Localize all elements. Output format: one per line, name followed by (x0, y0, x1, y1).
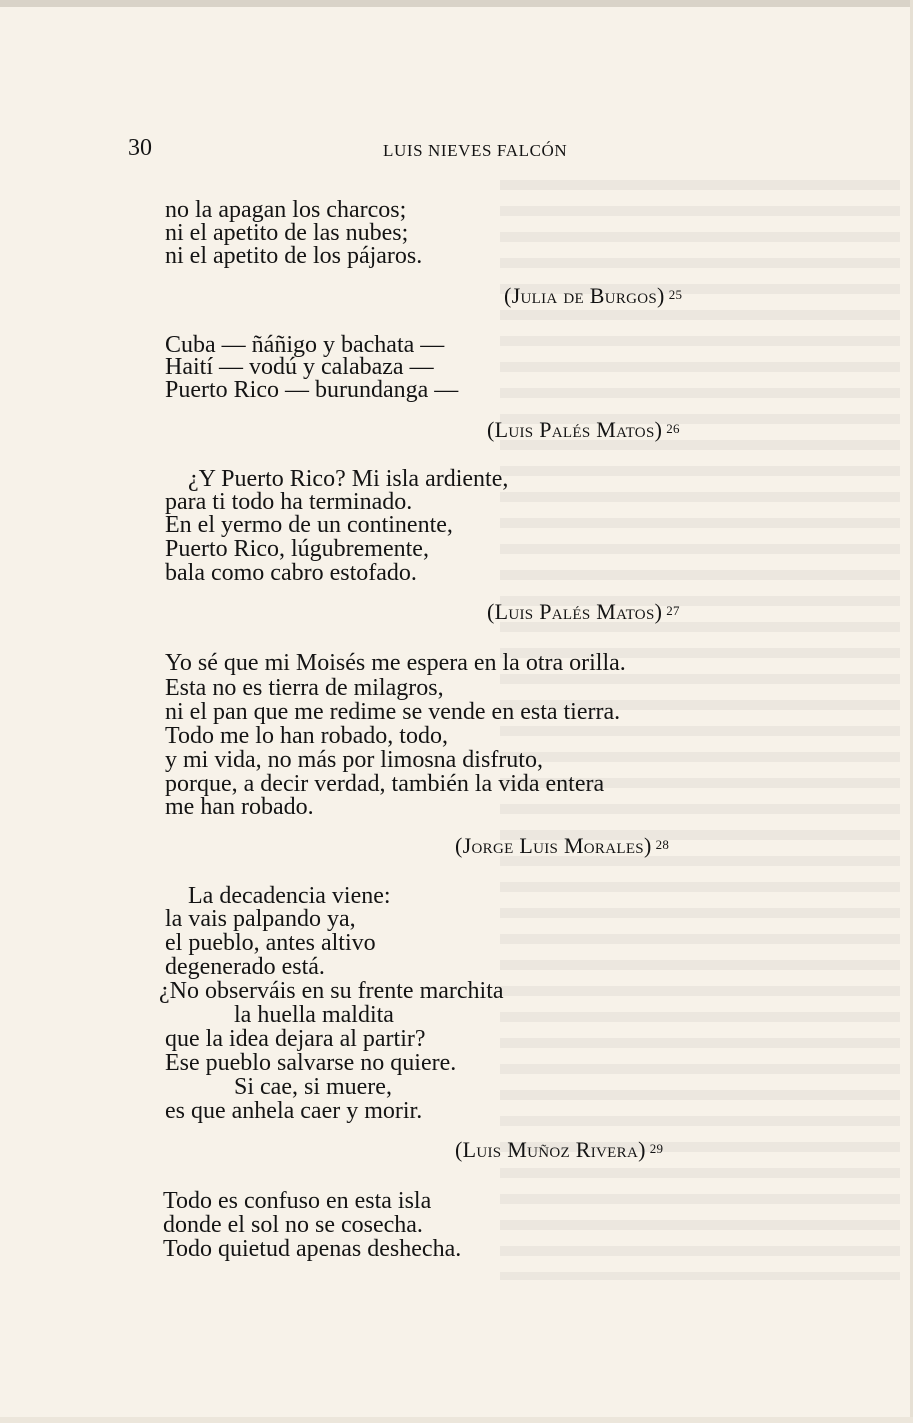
attribution-open-paren: ( (504, 283, 512, 308)
attribution-2 (487, 418, 680, 445)
attribution-author: Julia de Burgos (511, 283, 658, 308)
verse-line: Todo quietud apenas deshecha. (163, 1236, 462, 1262)
verse-line: Esta no es tierra de milagros, (165, 675, 444, 701)
verse-line: La decadencia viene: (188, 883, 391, 909)
verse-line: no la apagan los charcos; (165, 197, 407, 223)
verse-line: Todo es confuso en esta isla (163, 1188, 432, 1214)
verse-line: Puerto Rico — burundanga — (165, 377, 459, 403)
verse-line: Si cae, si muere, (234, 1074, 392, 1100)
verse-line: Todo me lo han robado, todo, (165, 723, 448, 749)
attribution-5 (455, 1138, 663, 1165)
verse-line: es que anhela caer y morir. (165, 1098, 423, 1124)
verse-line: degenerado está. (165, 954, 325, 980)
attribution-open-paren: ( (455, 833, 463, 858)
verse-line: la vais palpando ya, (165, 906, 356, 932)
attribution-close-paren: ) (657, 283, 665, 308)
attribution-3 (487, 600, 680, 627)
attribution-close-paren: ) (654, 417, 663, 442)
attribution-author: Luis Palés Matos (494, 417, 655, 442)
attribution-author: Luis Muñoz Rivera (462, 1137, 639, 1162)
verse-line: ¿No observáis en su frente marchita (159, 978, 504, 1004)
attribution-4 (455, 834, 669, 861)
footnote-marker: 25 (668, 287, 683, 302)
attribution-close-paren: ) (638, 1137, 646, 1162)
verse-line: ¿Y Puerto Rico? Mi isla ardiente, (188, 466, 509, 492)
page-top-edge (0, 0, 913, 7)
footnote-marker: 26 (666, 421, 680, 436)
page-number: 30 (128, 135, 152, 161)
verse-line: ni el apetito de las nubes; (165, 220, 409, 246)
footnote-marker: 27 (666, 603, 680, 618)
verse-line: Haití — vodú y calabaza — (165, 354, 434, 380)
footnote-marker: 28 (655, 837, 670, 852)
attribution-open-paren: ( (487, 417, 495, 442)
attribution-open-paren: ( (455, 1137, 463, 1162)
attribution-close-paren: ) (643, 833, 652, 858)
attribution-open-paren: ( (487, 599, 495, 624)
verse-line: Cuba — ñáñigo y bachata — (165, 332, 445, 358)
verse-line: ni el apetito de los pájaros. (165, 243, 423, 269)
verse-line: bala como cabro estofado. (165, 560, 417, 586)
verse-line: que la idea dejara al partir? (165, 1026, 426, 1052)
verse-line: donde el sol no se cosecha. (163, 1212, 423, 1238)
attribution-close-paren: ) (654, 599, 663, 624)
verse-line: Puerto Rico, lúgubremente, (165, 536, 429, 562)
verse-line: ni el pan que me redime se vende en esta tierra. (165, 699, 621, 725)
verse-line: En el yermo de un continente, (165, 512, 453, 538)
verse-line: el pueblo, antes altivo (165, 930, 376, 956)
verse-line: para ti todo ha terminado. (165, 489, 413, 515)
verse-line: la huella maldita (234, 1002, 394, 1028)
verse-line: me han robado. (165, 794, 314, 820)
verse-line: y mi vida, no más por limosna disfruto, (165, 747, 543, 773)
bleed-through-shadow (500, 180, 900, 1280)
attribution-1 (504, 284, 682, 311)
page-bottom-edge (0, 1417, 913, 1423)
attribution-author: Luis Palés Matos (494, 599, 655, 624)
footnote-marker: 29 (649, 1141, 664, 1156)
verse-line: Ese pueblo salvarse no quiere. (165, 1050, 457, 1076)
running-head: LUIS NIEVES FALCÓN (383, 141, 568, 160)
verse-line: porque, a decir verdad, también la vida entera (165, 771, 605, 797)
verse-line: Yo sé que mi Moisés me espera en la otra orilla. (165, 650, 626, 676)
attribution-author: Jorge Luis Morales (462, 833, 644, 858)
